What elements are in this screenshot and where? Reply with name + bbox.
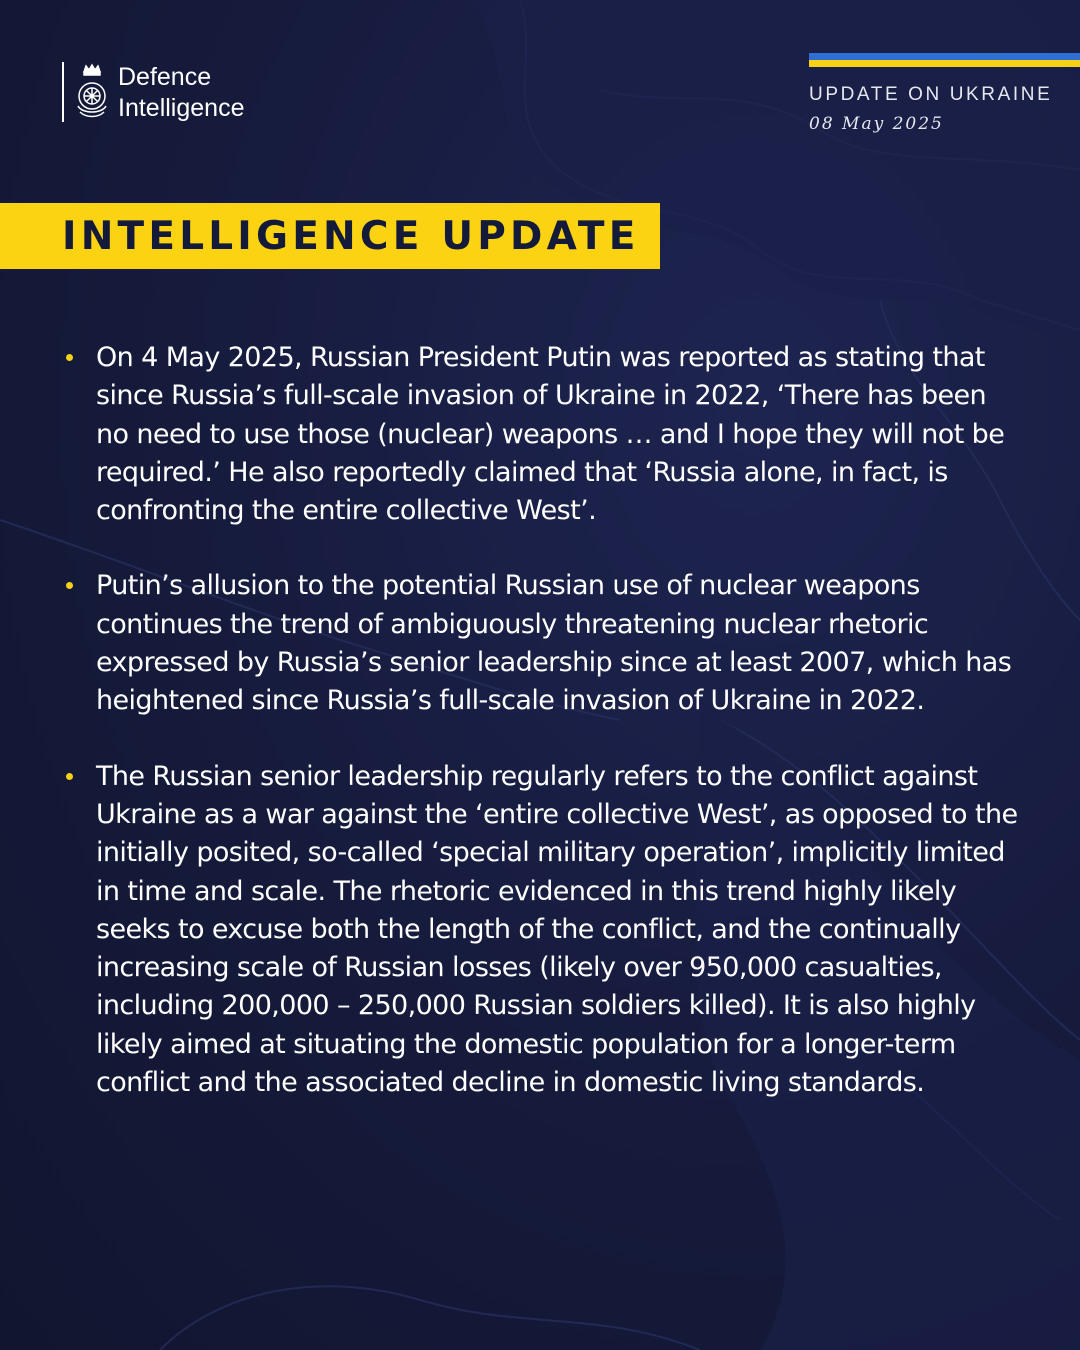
ukraine-flag-stripe [809,53,1080,67]
bullet-text: Putin’s allusion to the potential Russian use of nuclear weapons continues the trend of ambiguously threatening nuclear rhetoric expressed by Russia’s senior leadership since at least 2007, which has heightened since Russia’s full-scale invasion of Ukraine in 2022. [96,570,1012,717]
yellow-dot-icon [66,773,73,780]
bullet-text: On 4 May 2025, Russian President Putin was reported as stating that since Russia’s full-scale invasion of Ukraine in 2022, ‘There has been no need to use those (nuclear) weapons … and I hope they will not be required.’ He also reportedly claimed that ‘Russia alone, in fact, is confronting the entire collective West’. [96,342,1005,527]
logo-line-2: Intelligence [118,94,245,122]
logo-divider [62,62,64,122]
yellow-dot-icon [66,354,73,361]
logo-text [118,62,244,124]
flag-blue-stripe [809,53,1080,60]
update-label: UPDATE ON UKRAINE [809,84,1053,105]
bullet-item [60,339,1020,530]
page-title: INTELLIGENCE UPDATE [62,214,640,259]
bullet-text: The Russian senior leadership regularly refers to the conflict against Ukraine as a war against the ‘entire collective West’, as opposed to the initially posited, so-called ‘special military operation’, implicitly limited in time and scale. The rhetoric evidenced in this trend highly likely seeks to excuse both the length of the conflict, and the continually increasing scale of Russian losses (likely over 950,000 casualties, including 200,000 – 250,000 Russian soldiers killed). It is also highly likely aimed at situating the domestic population for a longer-term conflict and the associated decline in domestic living standards. [96,760,1018,1099]
title-banner [0,203,660,269]
update-date: 08 May 2025 [809,114,944,134]
bullet-list [60,339,1020,1139]
royal-crest-icon [72,62,112,122]
bullet-item [60,567,1020,720]
bullet-item [60,758,1020,1103]
logo-line-1: Defence [118,63,212,91]
flag-yellow-stripe [809,60,1080,67]
defence-intelligence-logo [62,62,244,124]
yellow-dot-icon [66,582,73,589]
